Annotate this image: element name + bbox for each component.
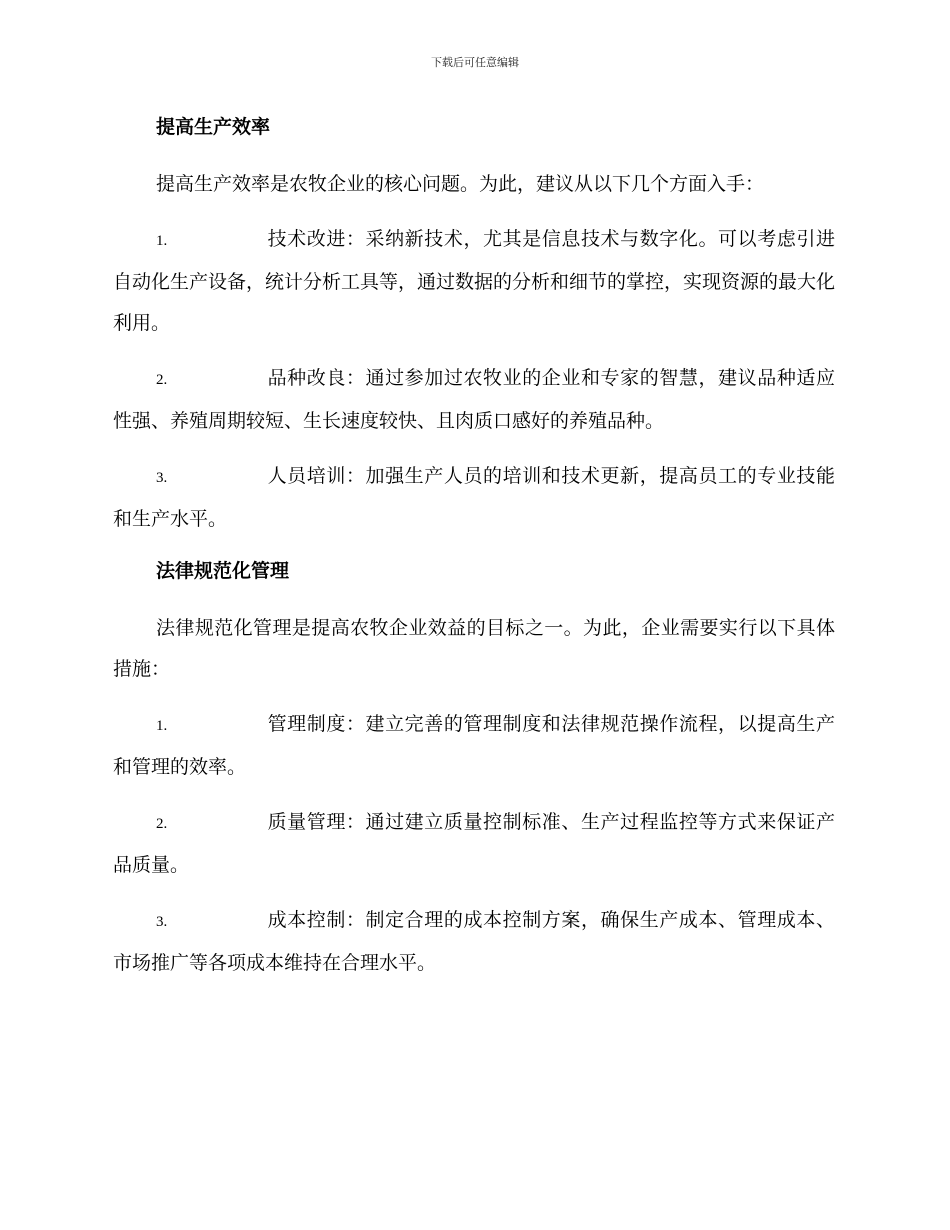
list-item: [113, 219, 835, 344]
section-intro: 法律规范化管理是提高农牧企业效益的目标之一。为此，企业需要实行以下具体措施：: [113, 617, 835, 680]
document-body: [113, 110, 835, 984]
list-item-text: 品种改良：通过参加过农牧业的企业和专家的智慧，建议品种适应性强、养殖周期较短、生长速度较快、且肉质口感好的养殖品种。: [113, 367, 835, 432]
list-item-text: 人员培训：加强生产人员的培训和技术更新，提高员工的专业技能和生产水平。: [113, 465, 835, 530]
section-heading: 法律规范化管理: [156, 560, 290, 582]
list-item-text: 管理制度：建立完善的管理制度和法律规范操作流程，以提高生产和管理的效率。: [113, 713, 835, 778]
list-item-text: 成本控制：制定合理的成本控制方案，确保生产成本、管理成本、市场推广等各项成本维持在合理水平。: [113, 909, 835, 974]
list-item-number: 1.: [156, 718, 168, 734]
section-heading: 提高生产效率: [156, 116, 271, 138]
list-item-number: 2.: [156, 372, 168, 388]
list-item: [113, 802, 835, 886]
list-item: [113, 704, 835, 788]
list-item-text: 质量管理：通过建立质量控制标准、生产过程监控等方式来保证产品质量。: [113, 811, 835, 876]
list-item-number: 3.: [156, 914, 168, 930]
section-intro: 提高生产效率是农牧企业的核心问题。为此，建议从以下几个方面入手：: [156, 173, 765, 195]
list-item: [113, 456, 835, 540]
list-item: [113, 358, 835, 442]
page-header-note: 下载后可任意编辑: [431, 56, 519, 69]
list-item-number: 3.: [156, 470, 168, 486]
list-item-number: 1.: [156, 233, 168, 249]
list-item-text: 技术改进：采纳新技术，尤其是信息技术与数字化。可以考虑引进自动化生产设备，统计分析工具等，通过数据的分析和细节的掌控，实现资源的最大化利用。: [113, 228, 836, 334]
list-item-number: 2.: [156, 816, 168, 832]
list-item: [113, 900, 835, 984]
